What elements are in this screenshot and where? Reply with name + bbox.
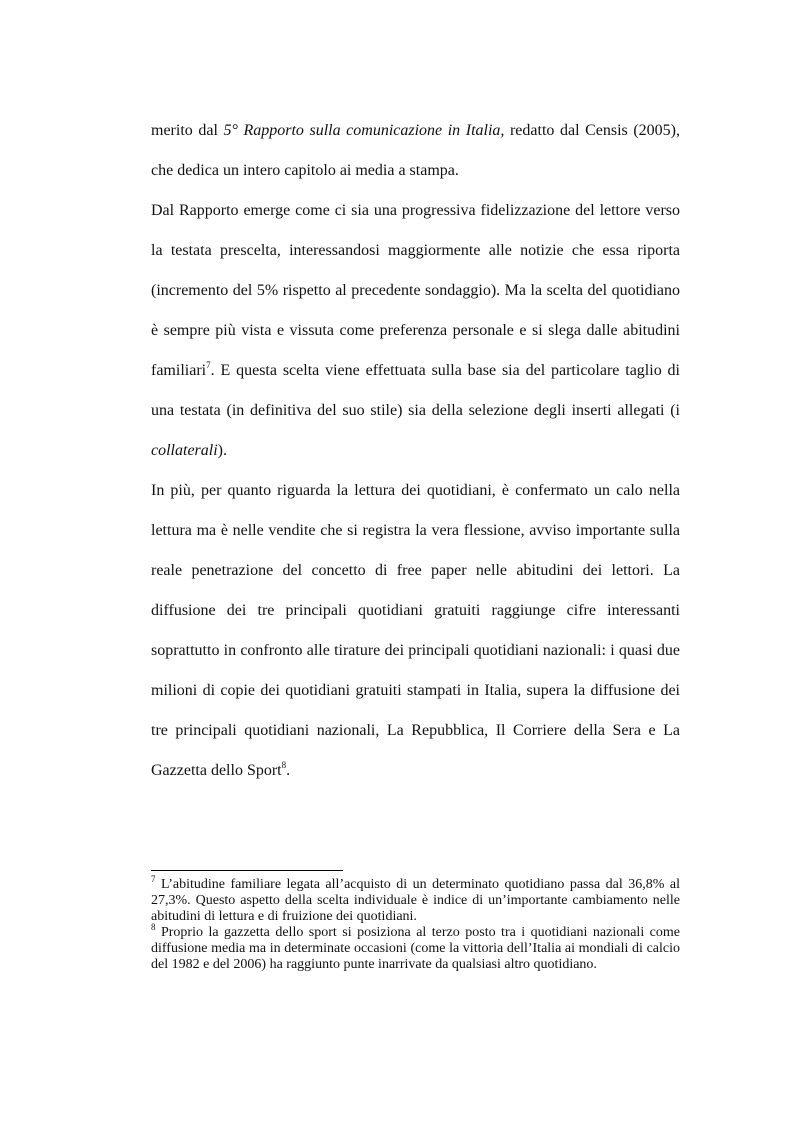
report-title: 5° Rapporto sulla comunicazione in Italia,: [223, 122, 505, 139]
paragraph-3: [151, 471, 680, 791]
footnote-text-7: L’abitudine familiare legata all’acquisto di un determinato quotidiano passa dal 36,8% al 27,3%. Questo aspetto della scelta individuale è indice di un’importante cambiamento nelle abitudini di lettura e di fruizione dei quotidiani.: [151, 877, 680, 924]
footnote-ref-7[interactable]: 7: [206, 360, 211, 370]
paragraph-3-text-b: .: [286, 762, 291, 779]
footnote-number-7: 7: [151, 874, 156, 884]
paragraph-2-text-a: Dal Rapporto emerge come ci sia una progressiva fidelizzazione del lettore verso la testata prescelta, interessandosi maggiormente alle notizie che essa riporta (incremento del 5% rispetto al precedente sondaggio). Ma la scelta del quotidiano è sempre più vista e vissuta come preferenza personale e si slega dalle abitudini familiari: [151, 202, 680, 379]
paragraph-2: [151, 191, 680, 471]
footnotes: [151, 874, 680, 973]
paragraph-2-text-d: ).: [217, 442, 227, 459]
paragraph-1-text-c: redatto dal Censis (2005), che dedica un intero capitolo ai media a stampa.: [151, 122, 681, 179]
footnote-text-8: Proprio la gazzetta dello sport si posiziona al terzo posto tra i quotidiani nazionali come diffusione media ma in determinate occasioni (come la vittoria dell’Italia ai mondiali di calcio del 1982 e del 2006) ha raggiunto punte inarrivate da qualsiasi altro quotidiano.: [151, 925, 680, 972]
collaterali-term: collaterali: [151, 442, 218, 459]
footnote-7: [151, 874, 680, 925]
footnote-ref-8[interactable]: 8: [281, 760, 287, 770]
paragraph-2-text-b: . E questa scelta viene effettuata sulla base sia del particolare taglio di una testata (in definitiva del suo stile) sia della selezione degli inserti allegati (i: [151, 362, 680, 419]
footnote-separator: [151, 870, 343, 871]
footnote-8: [151, 922, 680, 973]
body-text: [151, 111, 680, 791]
footnote-number-8: 8: [151, 922, 156, 932]
paragraph-1: [151, 111, 680, 191]
paragraph-3-text-a: In più, per quanto riguarda la lettura dei quotidiani, è confermato un calo nella lettura ma è nelle vendite che si registra la vera flessione, avviso importante sulla reale penetrazione del concetto di free paper nelle abitudini dei lettori. La diffusione dei tre principali quotidiani gratuiti raggiunge cifre interessanti soprattutto in confronto alle tirature dei principali quotidiani nazionali: i quasi due milioni di copie dei quotidiani gratuiti stampati in Italia, supera la diffusione dei tre principali quotidiani nazionali, La Repubblica, Il Corriere della Sera e La Gazzetta dello Sport: [151, 482, 680, 779]
paragraph-1-text-a: merito dal: [151, 122, 224, 139]
